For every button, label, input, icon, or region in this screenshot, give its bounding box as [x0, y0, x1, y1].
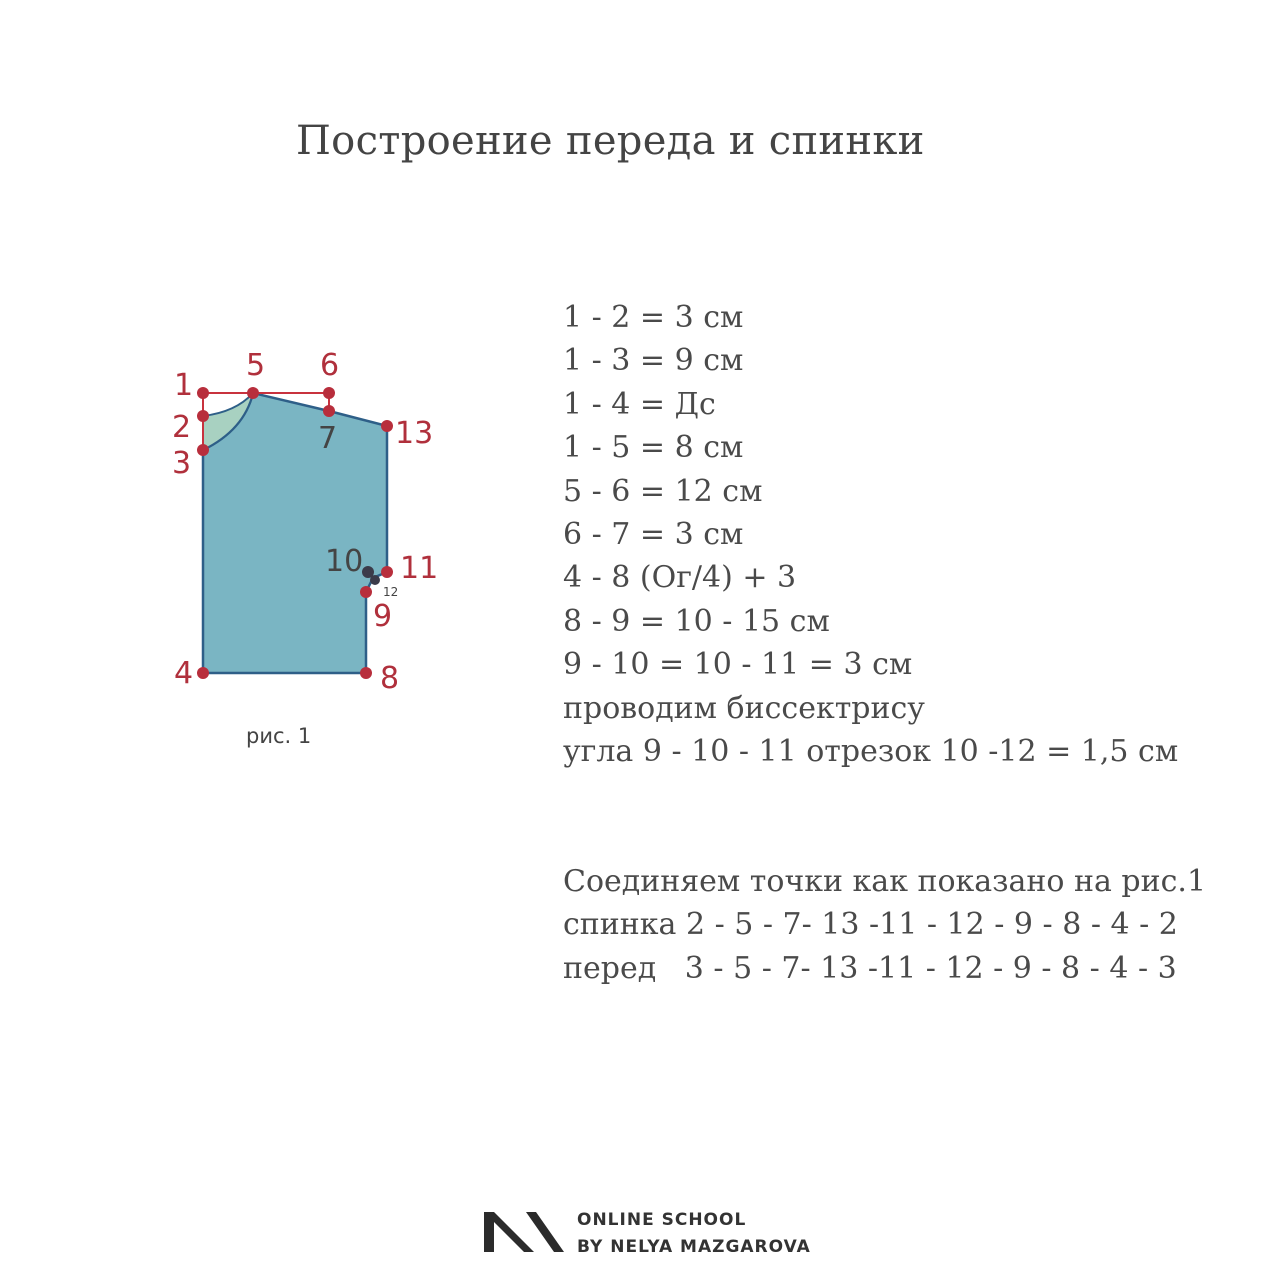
point-4 [197, 667, 209, 679]
step-line: 1 - 5 = 8 см [563, 430, 744, 466]
step-line: 9 - 10 = 10 - 11 = 3 см [563, 647, 913, 683]
label-5: 5 [246, 350, 266, 383]
label-8: 8 [380, 661, 400, 696]
point-8 [360, 667, 372, 679]
step-line: 8 - 9 = 10 - 15 см [563, 603, 830, 639]
label-11: 11 [400, 551, 439, 586]
point-6 [323, 387, 335, 399]
step-line: 6 - 7 = 3 см [563, 516, 744, 552]
step-line: проводим биссектрису [563, 690, 925, 726]
label-12: 12 [383, 585, 399, 599]
figure-caption: рис. 1 [246, 724, 312, 748]
point-12 [370, 575, 380, 585]
pattern-diagram [160, 350, 460, 710]
school-name-line2: BY NELYA MAZGAROVA [577, 1237, 811, 1257]
connect-front: перед 3 - 5 - 7- 13 -11 - 12 - 9 - 8 - 4 - 3 [563, 950, 1177, 986]
label-7: 7 [318, 421, 338, 456]
point-7 [323, 405, 335, 417]
label-1: 1 [174, 368, 194, 403]
footer-branding [482, 1208, 842, 1264]
page-title: Построение переда и спинки [296, 118, 925, 164]
pattern-shape [203, 393, 387, 673]
point-1 [197, 387, 209, 399]
logo-icon [482, 1208, 566, 1254]
connect-heading: Соединяем точки как показано на рис.1 [563, 864, 1207, 899]
point-2 [197, 410, 209, 422]
label-13: 13 [395, 416, 434, 451]
connect-back: спинка 2 - 5 - 7- 13 -11 - 12 - 9 - 8 - 4 - 2 [563, 907, 1178, 943]
school-name-line1: ONLINE SCHOOL [577, 1210, 747, 1230]
label-2: 2 [172, 410, 192, 445]
step-line: 1 - 3 = 9 см [563, 343, 744, 379]
label-4: 4 [174, 656, 194, 691]
label-9: 9 [373, 599, 393, 634]
point-9 [360, 586, 372, 598]
step-line: 1 - 4 = Дс [563, 386, 716, 422]
step-line: угла 9 - 10 - 11 отрезок 10 -12 = 1,5 см [563, 733, 1179, 769]
step-line: 1 - 2 = 3 см [563, 300, 744, 335]
construction-steps [563, 296, 1178, 773]
label-3: 3 [172, 446, 192, 481]
step-line: 5 - 6 = 12 см [563, 473, 763, 509]
step-line: 4 - 8 (Ог/4) + 3 [563, 560, 797, 596]
connection-instructions [563, 860, 1206, 990]
label-10: 10 [325, 544, 364, 579]
point-13 [381, 420, 393, 432]
point-3 [197, 444, 209, 456]
label-6: 6 [320, 350, 340, 383]
point-5 [247, 387, 259, 399]
point-11 [381, 566, 393, 578]
